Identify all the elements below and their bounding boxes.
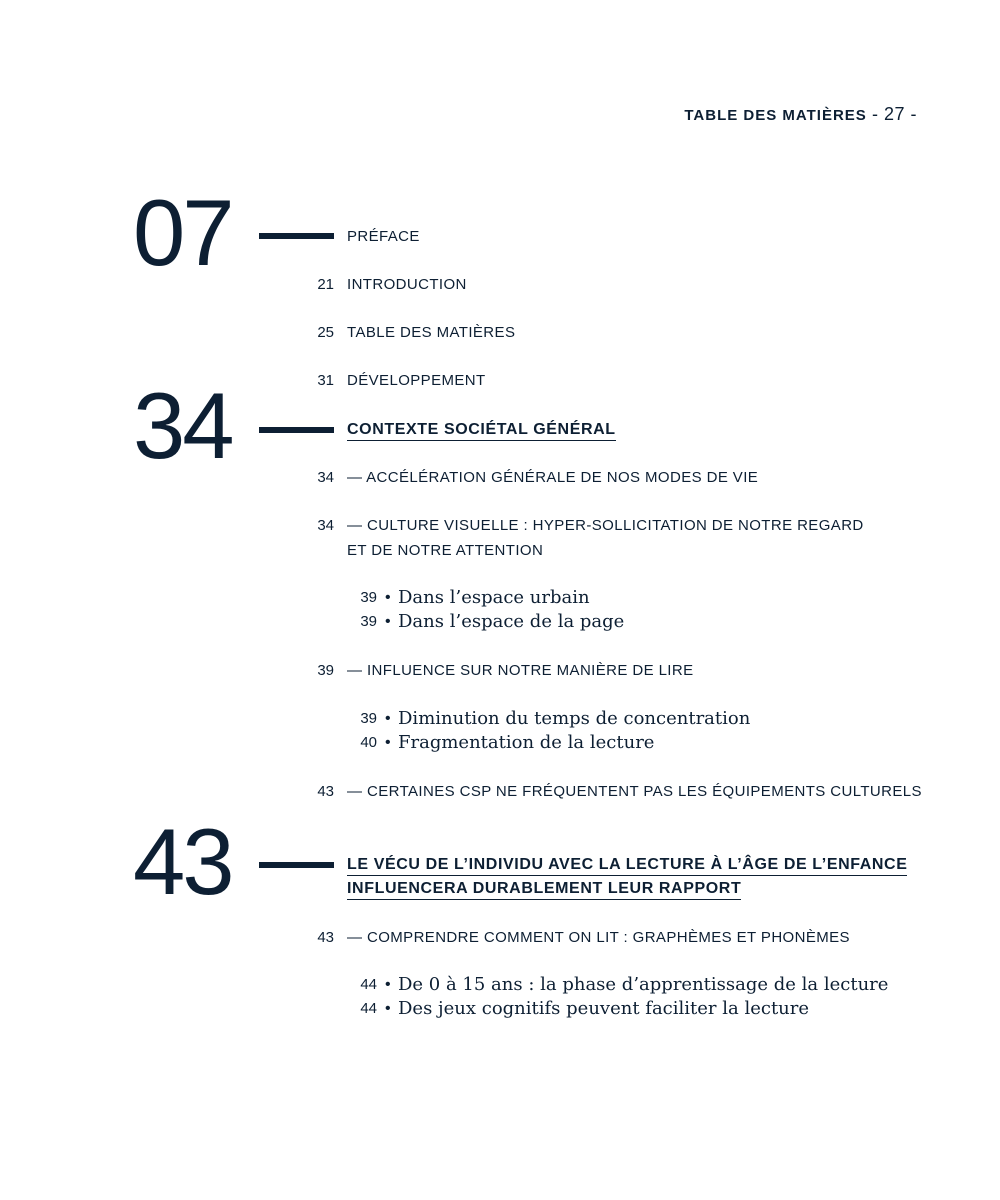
section-rule — [259, 427, 334, 433]
section-number-07: 07 — [133, 180, 232, 285]
bullet: • — [385, 710, 391, 727]
page-ref: 39 — [360, 710, 377, 727]
section-rule — [259, 233, 334, 239]
section-rule — [259, 862, 334, 868]
page-ref: 40 — [360, 734, 377, 751]
heading-text: LE VÉCU DE L’INDIVIDU AVEC LA LECTURE À L’ÂGE DE L’ENFANCE — [347, 855, 907, 876]
toc-heading-vecu[interactable] — [347, 853, 907, 901]
page-ref: 39 — [317, 662, 334, 679]
toc-subentry-jeux[interactable]: Des jeux cognitifs peuvent faciliter la lecture — [398, 998, 810, 1019]
bullet: • — [385, 734, 391, 751]
bullet: • — [385, 589, 391, 606]
page-ref: 44 — [360, 976, 377, 993]
page-ref: 34 — [317, 469, 334, 486]
page-ref: 31 — [317, 372, 334, 389]
toc-entry-csp[interactable]: — CERTAINES CSP NE FRÉQUENTENT PAS LES ÉQUIPEMENTS CULTURELS — [347, 783, 922, 800]
page-ref: 43 — [317, 783, 334, 800]
toc-entry-culture-visuelle-cont[interactable]: ET DE NOTRE ATTENTION — [347, 542, 544, 559]
page-ref: 43 — [317, 929, 334, 946]
header-title: TABLE DES MATIÈRES — [684, 107, 867, 124]
section-number-43: 43 — [133, 809, 232, 914]
heading-text: INFLUENCERA DURABLEMENT LEUR RAPPORT — [347, 879, 741, 900]
running-header — [684, 104, 917, 125]
page-ref: 39 — [360, 589, 377, 606]
toc-subentry-concentration[interactable]: Diminution du temps de concentration — [398, 708, 751, 729]
page-ref: 34 — [317, 517, 334, 534]
bullet: • — [385, 976, 391, 993]
toc-entry-influence[interactable]: — INFLUENCE SUR NOTRE MANIÈRE DE LIRE — [347, 662, 694, 679]
toc-subentry-apprentissage[interactable]: De 0 à 15 ans : la phase d’apprentissage de la lecture — [398, 974, 889, 995]
toc-entry-table[interactable]: TABLE DES MATIÈRES — [347, 324, 516, 341]
toc-entry-acceleration[interactable]: — ACCÉLÉRATION GÉNÉRALE DE NOS MODES DE VIE — [347, 469, 759, 486]
bullet: • — [385, 1000, 391, 1017]
page-ref: 39 — [360, 613, 377, 630]
toc-entry-developpement[interactable]: DÉVELOPPEMENT — [347, 372, 486, 389]
page-ref: 21 — [317, 276, 334, 293]
toc-heading-contexte[interactable] — [347, 418, 616, 442]
page-ref: 44 — [360, 1000, 377, 1017]
page-ref: 25 — [317, 324, 334, 341]
page-number: - 27 - — [871, 104, 917, 124]
toc-entry-comprendre[interactable]: — COMPRENDRE COMMENT ON LIT : GRAPHÈMES ET PHONÈMES — [347, 929, 850, 946]
bullet: • — [385, 613, 391, 630]
toc-subentry-urbain[interactable]: Dans l’espace urbain — [398, 587, 590, 608]
toc-entry-introduction[interactable]: INTRODUCTION — [347, 276, 467, 293]
toc-subentry-page[interactable]: Dans l’espace de la page — [398, 611, 625, 632]
heading-text: CONTEXTE SOCIÉTAL GÉNÉRAL — [347, 420, 616, 441]
toc-entry-preface[interactable]: PRÉFACE — [347, 228, 420, 245]
section-number-34: 34 — [133, 373, 232, 478]
toc-subentry-fragmentation[interactable]: Fragmentation de la lecture — [398, 732, 655, 753]
toc-entry-culture-visuelle[interactable]: — CULTURE VISUELLE : HYPER-SOLLICITATION DE NOTRE REGARD — [347, 517, 864, 534]
